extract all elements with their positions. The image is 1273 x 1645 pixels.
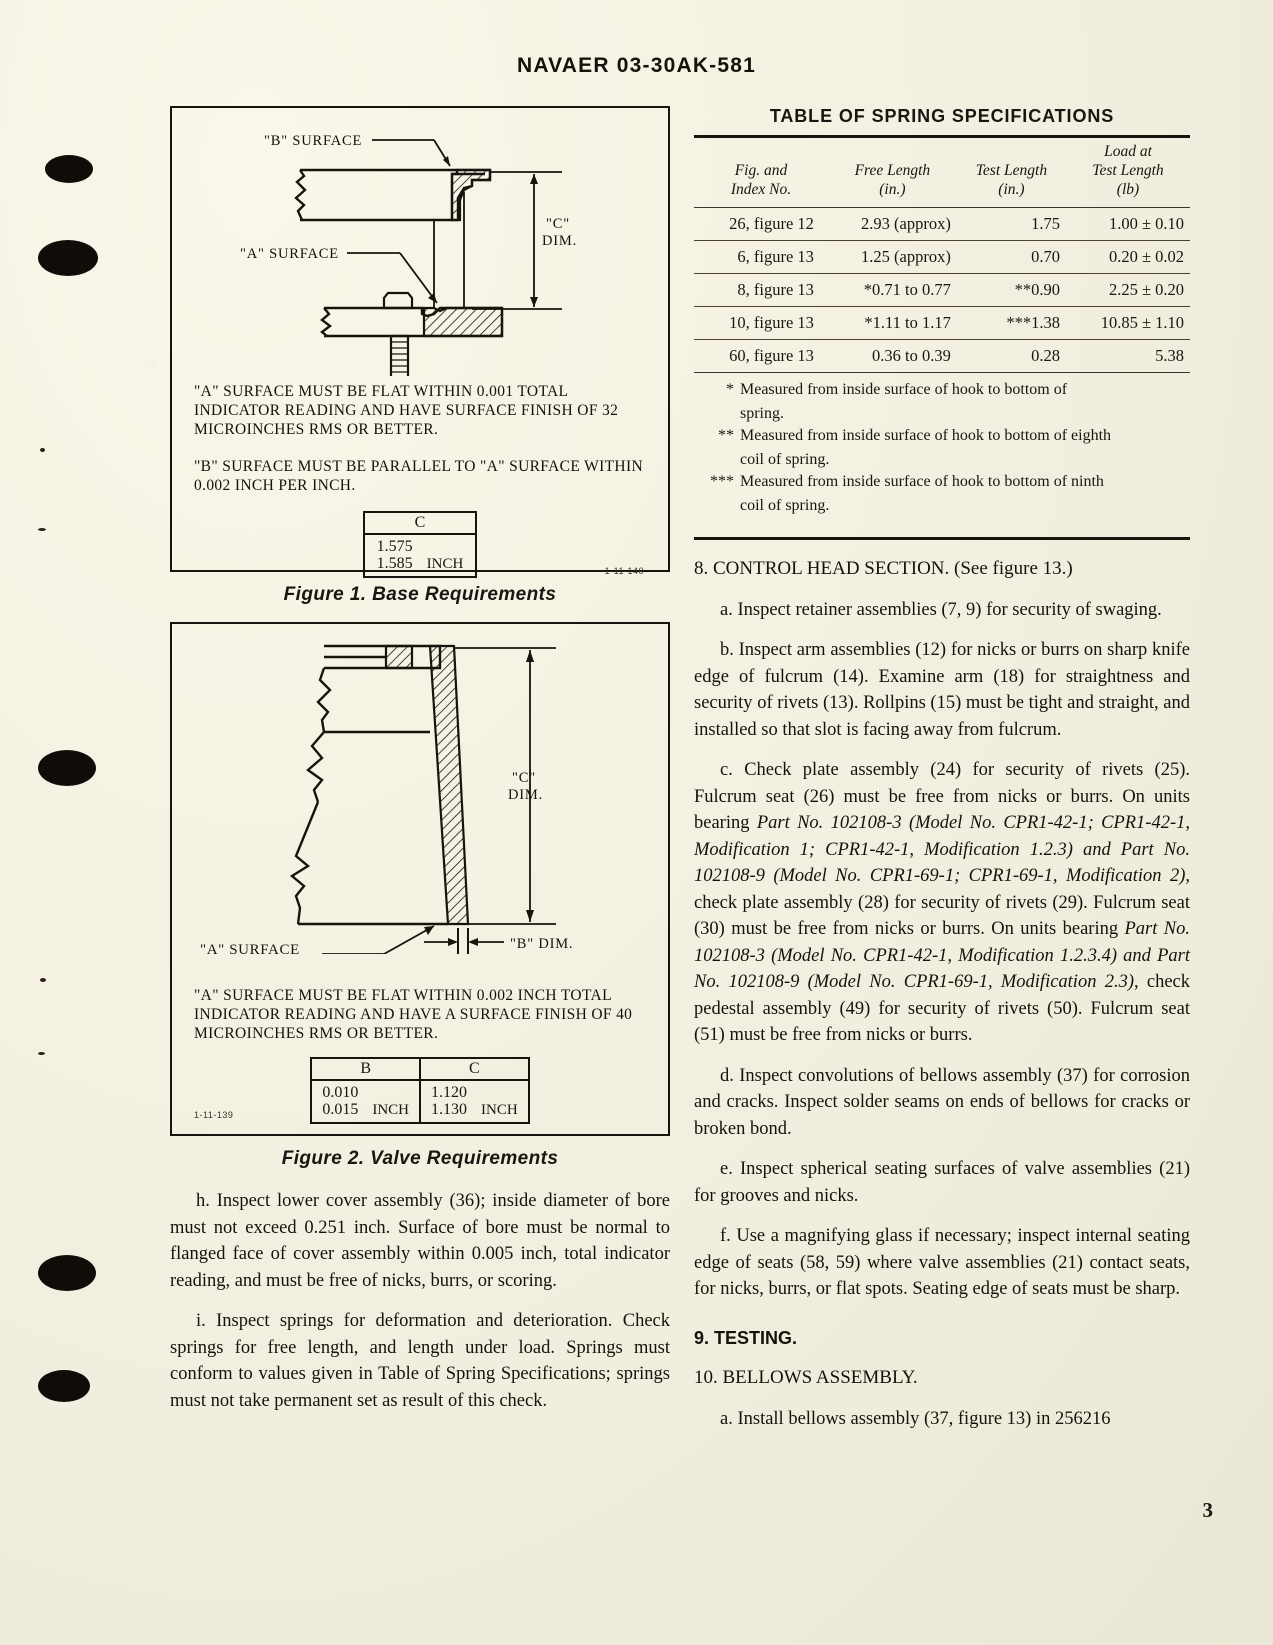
- spring-table-title: TABLE OF SPRING SPECIFICATIONS: [769, 106, 1115, 126]
- figure1-c-dim-label-2: DIM.: [542, 233, 578, 249]
- figure-2-dim-table: [310, 1057, 529, 1124]
- table-row: [694, 307, 1190, 340]
- figure-1-dim-lower: 1.585: [376, 555, 413, 572]
- spring-table-bottom-rule: [694, 372, 1190, 373]
- para-8c-part1: c. Check plate assembly (24) for security of rivets (25). Fulcrum seat (26) must be free from nicks or burrs. On units bearing: [694, 760, 1190, 833]
- figure-2-dim-b-upper: 0.010: [322, 1084, 359, 1101]
- footnote-marker: ***: [710, 473, 734, 490]
- spring-col-header-index: Fig. and Index No.: [730, 162, 792, 198]
- spring-cell-index: 60, figure 13: [729, 346, 814, 365]
- spring-cell-test-length: ***1.38: [1006, 313, 1060, 332]
- paragraph-8a: a. Inspect retainer assemblies (7, 9) for security of swaging.: [720, 599, 1162, 620]
- spring-cell-test-length: 1.75: [1031, 214, 1060, 233]
- spring-cell-free-length: 2.93 (approx): [861, 214, 951, 233]
- punch-hole: [38, 1370, 90, 1402]
- spring-table-head: [694, 137, 1190, 208]
- spring-cell-free-length: 0.36 to 0.39: [872, 346, 951, 365]
- spring-col-header-free-length: Free Length (in.): [854, 162, 931, 198]
- document-header-title: NAVAER 03-30AK-581: [516, 54, 757, 77]
- footnote-row: [694, 425, 1190, 447]
- spring-table-footnotes: [694, 379, 1190, 517]
- section-divider-rule: [694, 537, 1190, 540]
- left-column-body: [170, 1188, 670, 1414]
- punch-hole: [45, 155, 93, 183]
- paper-speck: [40, 978, 46, 982]
- footnote-row: [694, 379, 1190, 401]
- footnote-continuation: spring.: [740, 405, 784, 422]
- spring-cell-free-length: *1.11 to 1.17: [864, 313, 951, 332]
- paragraph-8b: b. Inspect arm assemblies (12) for nicks or burrs on sharp knife edge of fulcrum (14). Examine arm (18) for straightness and security of rivets (13). Rollpins (15) must be tight and straight, and installed so that slot is facing away from fulcrum.: [694, 640, 1190, 740]
- spring-cell-load: 5.38: [1155, 346, 1184, 365]
- figure-1-dim-unit: INCH: [426, 555, 464, 572]
- paragraph-8c: [694, 757, 1190, 1049]
- figure1-a-surface-label: "A" SURFACE: [240, 246, 339, 262]
- table-row: [694, 208, 1190, 241]
- spring-cell-index: 26, figure 12: [729, 214, 814, 233]
- figure-2-svg: [172, 624, 666, 954]
- para-8c-italic2: Part No. 102108-3 (Model No. CPR1-42-1, Modification 1.2.3.4) and Part No. 102108-9 (Model No. CPR1-69-1, Modification 2.3): [694, 919, 1191, 992]
- right-column-body: [694, 556, 1190, 1432]
- figure-2-note-1: "A" SURFACE MUST BE FLAT WITHIN 0.002 INCH TOTAL INDICATOR READING AND HAVE A SURFACE FINISH OF 40 MICROINCHES RMS OR BETTER.: [194, 987, 633, 1042]
- figure-1-svg: [172, 108, 666, 376]
- paragraph-i: i. Inspect springs for deformation and deterioration. Check springs for free length, and length under load. Springs must conform to values given in Table of Spring Specifications; springs must not take permanent set as result of this check.: [170, 1311, 670, 1411]
- table-row: [694, 241, 1190, 274]
- figure-2-dim-value-b: [311, 1080, 420, 1123]
- figure1-b-surface-label: "B" SURFACE: [264, 133, 363, 149]
- paragraph-10a: a. Install bellows assembly (37, figure 13) in 256216: [720, 1408, 1111, 1429]
- spring-cell-index: 8, figure 13: [737, 280, 814, 299]
- figure-1-dim-value-cell: [364, 534, 477, 577]
- spring-cell-test-length: 0.70: [1031, 247, 1060, 266]
- spring-table-body: [694, 208, 1190, 373]
- paper-speck: [40, 448, 45, 452]
- paragraph-8f: f. Use a magnifying glass if necessary; inspect internal seating edge of seats (58, 59) where valve assemblies (21) contact seats, for nicks, burrs, or flat spots. Seating edge of seats must be sharp.: [694, 1226, 1190, 1299]
- punch-hole: [38, 1255, 96, 1291]
- section-9-heading: 9. TESTING.: [694, 1327, 798, 1348]
- figure2-c-dim-label-1: "C": [512, 770, 536, 786]
- paper-speck: [38, 1052, 45, 1055]
- spring-cell-test-length: 0.28: [1031, 346, 1060, 365]
- spring-cell-test-length: **0.90: [1014, 280, 1060, 299]
- footnote-row: [694, 471, 1190, 493]
- paragraph-8d: d. Inspect convolutions of bellows assembly (37) for corrosion and cracks. Inspect solder seams on ends of bellows for cracks or broken bond.: [694, 1065, 1190, 1139]
- figure-2-dim-c-unit: INCH: [481, 1101, 518, 1118]
- section-8-heading: 8. CONTROL HEAD SECTION. (See figure 13.): [694, 558, 1073, 579]
- para-8c-italic1: Part No. 102108-3 (Model No. CPR1-42-1; CPR1-42-1, Modification 1; CPR1-42-1, Modification 1.2.3) and Part No. 102108-9 (Model No. CPR1-69-1; CPR1-69-1, Modification 2): [694, 813, 1190, 886]
- table-row: [694, 274, 1190, 307]
- figure-2-dim-header-b: B: [311, 1058, 420, 1080]
- figure-2-a-surface-label: "A" SURFACE: [200, 942, 300, 958]
- figure-2-box: [170, 622, 670, 1136]
- figure-1-box: [170, 106, 670, 576]
- spring-specifications-table: [694, 135, 1190, 372]
- spring-cell-load: 1.00 ± 0.10: [1108, 214, 1184, 233]
- paragraph-h: h. Inspect lower cover assembly (36); inside diameter of bore must not exceed 0.251 inch. Surface of bore must be normal to flanged face of cover assembly within 0.005 inch, total indicator reading, and must be free of nicks, burrs, or scoring.: [170, 1191, 670, 1291]
- figure-2-dim-header-c: C: [420, 1058, 529, 1080]
- figure-2-dim-c-lower: 1.130: [431, 1101, 467, 1118]
- paragraph-8e: e. Inspect spherical seating surfaces of valve assemblies (21) for grooves and nicks.: [694, 1159, 1190, 1206]
- figure-1-drawing: [172, 108, 668, 376]
- figure-1-art-number: 1-11-140: [604, 566, 644, 576]
- figure2-b-dim-label: "B" DIM.: [510, 936, 574, 952]
- figure2-c-dim-label-2: DIM.: [508, 787, 544, 803]
- spring-cell-index: 6, figure 13: [737, 247, 814, 266]
- paper-speck: [38, 528, 46, 531]
- footnote-continuation: coil of spring.: [740, 497, 830, 514]
- spring-cell-index: 10, figure 13: [729, 313, 814, 332]
- figure-2-drawing: [172, 624, 668, 958]
- spring-cell-load: 10.85 ± 1.10: [1100, 313, 1184, 332]
- figure-1-dim-table: [363, 511, 478, 578]
- right-column: [694, 106, 1190, 1446]
- footnote-marker: *: [726, 381, 734, 398]
- figure-2-dim-b-unit: INCH: [372, 1101, 409, 1118]
- figure-1-note-1: "A" SURFACE MUST BE FLAT WITHIN 0.001 TOTAL INDICATOR READING AND HAVE SURFACE FINISH OF 32 MICROINCHES RMS OR BETTER.: [194, 383, 619, 438]
- table-row: [694, 340, 1190, 373]
- footnote-continuation: coil of spring.: [740, 451, 830, 468]
- page-number: 3: [1202, 1498, 1213, 1522]
- footnote-text: Measured from inside surface of hook to bottom of: [740, 381, 1068, 398]
- spring-cell-load: 0.20 ± 0.02: [1108, 247, 1184, 266]
- figure1-c-dim-label-1: "C": [546, 216, 570, 232]
- left-column: [170, 106, 670, 1428]
- figure-2-caption: Figure 2. Valve Requirements: [281, 1148, 559, 1169]
- footnote-text: Measured from inside surface of hook to bottom of eighth: [740, 427, 1112, 444]
- para-8c-part3: , check pedestal assembly (49) for security of rivets (50). Fulcrum seat (51) must be free from nicks or burrs.: [694, 972, 1190, 1045]
- spring-col-header-test-length: Test Length (in.): [975, 162, 1048, 198]
- figure-2-dim-c-upper: 1.120: [431, 1084, 467, 1101]
- footnote-marker: **: [718, 427, 734, 444]
- punch-hole: [38, 240, 98, 276]
- punch-hole: [38, 750, 96, 786]
- figure-2-art-number: 1-11-139: [194, 1110, 234, 1120]
- para-8c-part2: , check plate assembly (28) for security of rivets (29). Fulcrum seat (30) must be free from nicks or burrs. On units bearing: [694, 866, 1190, 939]
- footnote-text: Measured from inside surface of hook to bottom of ninth: [740, 473, 1104, 490]
- section-10-heading: 10. BELLOWS ASSEMBLY.: [694, 1367, 918, 1388]
- spring-col-header-load: Load at Test Length (lb): [1092, 143, 1164, 198]
- figure-2-dim-b-lower: 0.015: [322, 1101, 359, 1118]
- spring-cell-free-length: *0.71 to 0.77: [863, 280, 951, 299]
- figure-1-dim-upper: 1.575: [376, 538, 413, 555]
- figure-1-dim-header-c: C: [364, 512, 477, 534]
- spring-cell-free-length: 1.25 (approx): [861, 247, 951, 266]
- spring-cell-load: 2.25 ± 0.20: [1108, 280, 1184, 299]
- figure-1-note-2: "B" SURFACE MUST BE PARALLEL TO "A" SURFACE WITHIN 0.002 INCH PER INCH.: [194, 458, 644, 494]
- figure-1-caption: Figure 1. Base Requirements: [283, 584, 557, 605]
- figure-2-dim-value-c: [420, 1080, 529, 1123]
